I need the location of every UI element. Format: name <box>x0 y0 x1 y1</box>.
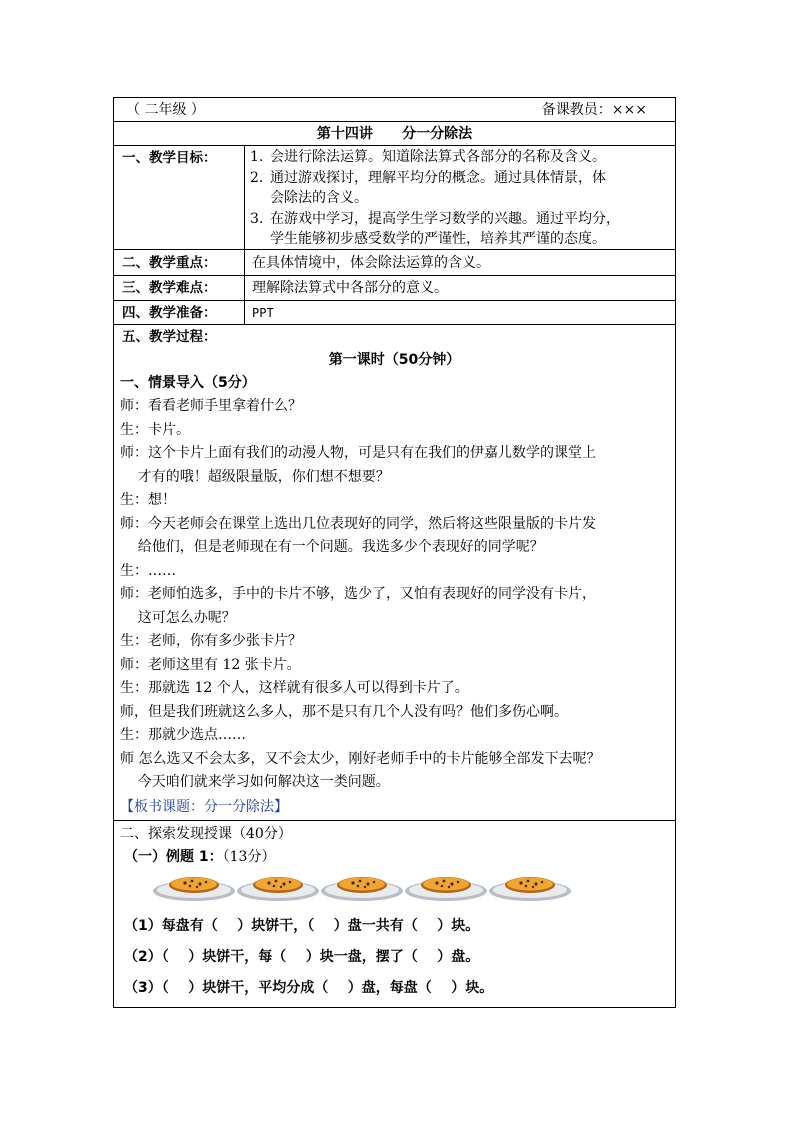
dialogue-line: 生：想！ <box>120 492 176 508</box>
grade-label: （ 二年级 ） <box>126 102 205 118</box>
question-line: （1）每盘有（ ）块饼干，（ ）盘一共有（ ）块。 <box>124 918 480 934</box>
explore-row <box>114 821 675 1007</box>
dialogue-line: 生：老师，你有多少张卡片？ <box>120 633 302 649</box>
lesson-plan-table <box>113 97 676 1008</box>
dialogue-line: 今天咱们就来学习如何解决这一类问题。 <box>120 774 390 790</box>
difficulty-text: 理解除法算式中各部分的意义。 <box>252 280 448 296</box>
objectives-label: 一、教学目标： <box>122 150 217 166</box>
objective-text: 会进行除法运算。知道除法算式各部分的名称及含义。 <box>270 149 606 165</box>
header-row <box>114 98 675 122</box>
column-divider <box>244 250 245 275</box>
difficulty-row <box>114 276 675 301</box>
cookie-plate-icon <box>404 873 488 903</box>
dialogue-line: 给他们，但是老师现在有一个问题。我选多少个表现好的同学呢？ <box>120 539 544 555</box>
dialogue-line: 生：那就少选点…… <box>120 727 246 743</box>
title-row <box>114 122 675 146</box>
dialogue-line: 这可怎么办呢？ <box>120 609 236 626</box>
objective-text: 会除法的含义。 <box>270 190 368 206</box>
key-point-text: 在具体情境中，体会除法运算的含义。 <box>252 255 490 271</box>
column-divider <box>244 276 245 300</box>
dialogue-line: 师：这个卡片上面有我们的动漫人物，可是只有在我们的伊嘉儿数学的课堂上 <box>120 445 596 461</box>
dialogue-line: 师：老师这里有 12 张卡片。 <box>120 656 301 673</box>
example-time: （13分） <box>222 849 276 865</box>
objective-number: 2. <box>250 170 264 186</box>
objective-number: 1. <box>250 149 264 165</box>
example-title: （一）例题 1： <box>124 849 223 865</box>
plates-row <box>152 873 572 907</box>
dialogue-line: 才有的哦！超级限量版，你们想不想要？ <box>120 468 390 485</box>
dialogue-line: 师 怎么选又不会太多，又不会太少，刚好老师手中的卡片能够全部发下去呢？ <box>120 750 601 767</box>
board-title <box>120 797 288 817</box>
section2-title: 二、探索发现授课（40分） <box>120 826 292 842</box>
key-point-row <box>114 250 675 276</box>
cookie-plate-icon <box>488 873 572 903</box>
objective-number: 3. <box>250 211 264 227</box>
column-divider <box>244 146 245 249</box>
cookie-plate-icon <box>320 873 404 903</box>
objective-text: 学生能够初步感受数学的严谨性，培养其严谨的态度。 <box>270 231 606 247</box>
question-line: （2）（ ）块饼干，每（ ）块一盘，摆了（ ）盘。 <box>124 949 480 965</box>
dialogue-line: 师，但是我们班就这么多人，那不是只有几个人没有吗？他们多伤心啊。 <box>120 703 568 720</box>
difficulty-label: 三、教学难点： <box>122 280 217 296</box>
preparation-text: PPT <box>252 306 274 320</box>
dialogue-line: 师：老师怕选多，手中的卡片不够，选少了，又怕有表现好的同学没有卡片， <box>120 586 596 602</box>
section1-heading: 一、情景导入（5分） <box>120 375 256 391</box>
objectives-row <box>114 146 675 250</box>
key-point-label: 二、教学重点： <box>122 255 217 271</box>
process-row <box>114 325 675 821</box>
dialogue-line: 生：卡片。 <box>120 421 190 438</box>
teacher-label: 备课教员：××× <box>541 102 647 118</box>
objective-text: 通过游戏探讨，理解平均分的概念。通过具体情景，体 <box>270 170 606 186</box>
question-line: （3）（ ）块饼干，平均分成（ ）盘，每盘（ ）块。 <box>124 980 494 996</box>
board-title-text: 【板书课题：分一分除法】 <box>120 799 288 815</box>
process-label: 五、教学过程： <box>122 329 217 345</box>
cookie-plate-icon <box>152 873 236 903</box>
column-divider <box>244 301 245 324</box>
cookie-plate-icon <box>236 873 320 903</box>
preparation-label: 四、教学准备： <box>122 305 217 321</box>
example-heading <box>124 847 275 867</box>
preparation-row <box>114 301 675 325</box>
period-title: 第一课时（50分钟） <box>328 352 461 368</box>
dialogue-line: 师：看看老师手里拿着什么？ <box>120 398 302 414</box>
lesson-title: 第十四讲 分一分除法 <box>316 126 473 142</box>
dialogue-line: 生：…… <box>120 562 176 579</box>
dialogue-line: 师：今天老师会在课堂上选出几位表现好的同学，然后将这些限量版的卡片发 <box>120 515 596 532</box>
section1-title <box>120 373 256 393</box>
dialogue-line: 生：那就选 12 个人，这样就有很多人可以得到卡片了。 <box>120 680 469 696</box>
objective-text: 在游戏中学习，提高学生学习数学的兴趣。通过平均分， <box>270 211 620 227</box>
